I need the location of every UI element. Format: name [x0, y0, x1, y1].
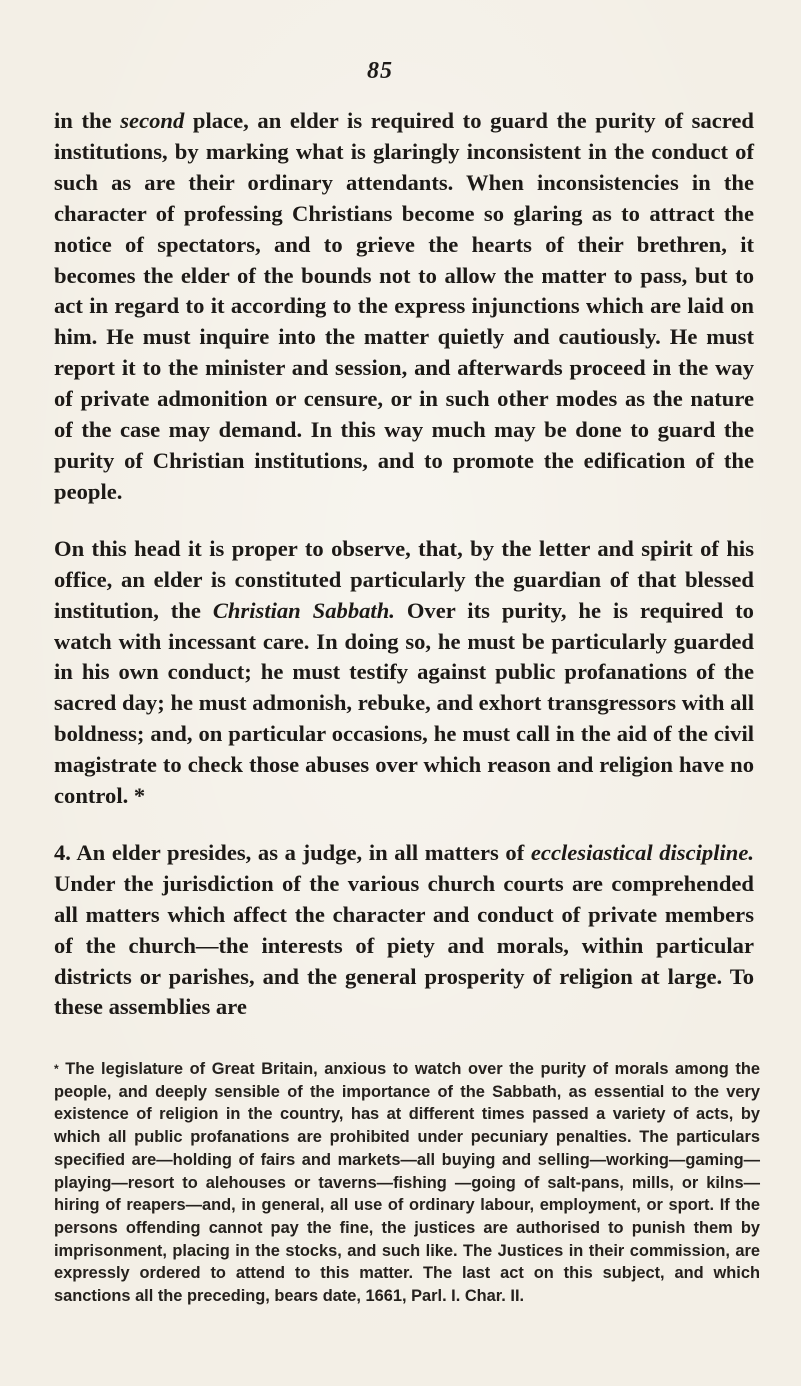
footnote [54, 1058, 760, 1308]
paragraph-1-emphasis: second [120, 108, 185, 133]
footnote-paragraph [54, 1058, 760, 1308]
paragraph-1-body: place, an elder is required to guard the purity of sacred institutions, by marking what is glaringly inconsistent in the conduct of such as are their ordinary attendants. When inconsistencies in the character of professing Christians become so glaring as to attract the notice of spectators, and to grieve the hearts of their brethren, it becomes the elder of the bounds not to allow the matter to pass, but to act in regard to it according to the express injunctions which are laid on him. He must inquire into the matter quietly and cautiously. He must report it to the minister and session, and afterwards proceed in the way of private admonition or censure, or in such other modes as the nature of the case may demand. In this way much may be done to guard the purity of Christian institutions, and to promote the edification of the people. [54, 108, 754, 504]
footnote-marker: * [54, 1062, 59, 1076]
paragraph-2-emphasis: Christian Sabbath. [212, 597, 395, 623]
paragraph-2-lead: On this head it is proper to observe, that, by the letter and spirit of his office, an elder is constituted particularly the guardian of that blessed institution, the [54, 535, 754, 623]
main-text [54, 106, 754, 1023]
paragraph-2-body: Over its purity, he is required to watch with incessant care. In doing so, he must be particularly guarded in his own conduct; he must testify against public profanations of the sacred day; he must admonish, rebuke, and exhort transgressors with all boldness; and, on particular occasions, he must call in the aid of the civil magistrate to check those abuses over which reason and religion have no control. * [54, 597, 754, 809]
paragraph-2 [54, 534, 754, 812]
page-number: 85 [367, 58, 393, 84]
paragraph-3-emphasis: ecclesiastical discipline. [530, 839, 754, 865]
paragraph-3-body: Under the jurisdiction of the various church courts are comprehended all matters which affect the character and conduct of private members of the church—the interests of piety and morals, within particular districts or parishes, and the general prosperity of religion at large. To these assemblies are [54, 870, 754, 1020]
footnote-text: The legislature of Great Britain, anxious to watch over the purity of morals among the people, and deeply sensible of the importance of the Sabbath, as essential to the very existence of religion in the country, has at different times passed a variety of acts, by which all public profanations are prohibited under pecuniary penalties. The particulars specified are—holding of fairs and markets—all buying and selling—working—gaming—playing—resort to alehouses or taverns—fishing —going of salt-pans, mills, or kilns—hiring of reapers—and, in general, all use of ordinary labour, employment, or sport. If the persons offending cannot pay the fine, the justices are authorised to punish them by imprisonment, placing in the stocks, and such like. The Justices in their commission, are expressly ordered to attend to this matter. The last act on this subject, and which sanctions all the preceding, bears date, 1661, Parl. I. Char. II. [54, 1060, 760, 1306]
paragraph-1 [54, 106, 754, 508]
paragraph-3 [54, 838, 754, 1023]
paragraph-1-lead: in the [54, 108, 121, 133]
paragraph-3-lead: 4. An elder presides, as a judge, in all matters of [54, 839, 531, 865]
